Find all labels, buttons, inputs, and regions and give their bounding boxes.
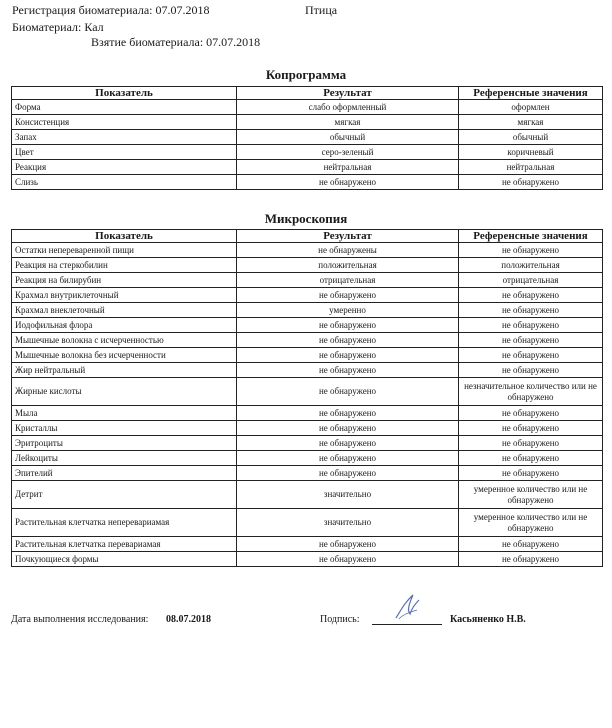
table-row [12,481,603,509]
result-cell: не обнаружено [237,363,459,378]
result-cell: серо-зеленый [237,145,459,160]
species: Птица [305,3,338,17]
result-cell: умеренно [237,303,459,318]
result-cell: значительно [237,509,459,537]
table-row [12,130,603,145]
reference-cell: не обнаружено [459,537,603,552]
table-row [12,145,603,160]
microscopy-table [11,229,603,567]
indicator-cell: Мышечные волокна без исчерченности [12,348,237,363]
indicator-cell: Иодофильная флора [12,318,237,333]
table-row [12,552,603,567]
indicator-cell: Цвет [12,145,237,160]
indicator-cell: Эпителий [12,466,237,481]
reference-cell: не обнаружено [459,406,603,421]
result-cell: обычный [237,130,459,145]
result-cell: не обнаружено [237,288,459,303]
result-cell: не обнаружены [237,243,459,258]
result-cell: положительная [237,258,459,273]
coprogram-title: Копрограмма [265,67,347,82]
indicator-cell: Детрит [12,481,237,509]
reference-cell: не обнаружено [459,436,603,451]
reference-cell: не обнаружено [459,318,603,333]
execution-date-label: Дата выполнения исследования: [11,614,149,625]
table-row [12,303,603,318]
column-header-reference: Референсные значения [459,230,603,243]
reference-cell: мягкая [459,115,603,130]
table-row [12,509,603,537]
signature-line [372,624,442,625]
table-row [12,243,603,258]
table-row [12,378,603,406]
indicator-cell: Растительная клетчатка неперевариамая [12,509,237,537]
result-cell: слабо оформленный [237,100,459,115]
table-row [12,348,603,363]
reference-cell: нейтральная [459,160,603,175]
column-header-reference: Референсные значения [459,87,603,100]
execution-date-value: 08.07.2018 [166,614,211,625]
table-header-row [12,230,603,243]
result-cell: отрицательная [237,273,459,288]
indicator-cell: Крахмал внутриклеточный [12,288,237,303]
result-cell: не обнаружено [237,466,459,481]
reference-cell: не обнаружено [459,363,603,378]
column-header-result: Результат [237,230,459,243]
table-row [12,100,603,115]
column-header-result: Результат [237,87,459,100]
indicator-cell: Реакция на стеркобилин [12,258,237,273]
result-cell: не обнаружено [237,333,459,348]
indicator-cell: Мыла [12,406,237,421]
indicator-cell: Реакция [12,160,237,175]
reference-cell: умеренное количество или не обнаружено [459,509,603,537]
handwritten-signature-icon [393,592,423,622]
registration-date: Регистрация биоматериала: 07.07.2018 [12,3,210,17]
result-cell: не обнаружено [237,451,459,466]
reference-cell: не обнаружено [459,303,603,318]
reference-cell: умеренное количество или не обнаружено [459,481,603,509]
result-cell: не обнаружено [237,421,459,436]
result-cell: не обнаружено [237,348,459,363]
indicator-cell: Остатки непереваренной пищи [12,243,237,258]
reference-cell: не обнаружено [459,451,603,466]
indicator-cell: Лейкоциты [12,451,237,466]
result-cell: значительно [237,481,459,509]
reference-cell: коричневый [459,145,603,160]
result-cell: нейтральная [237,160,459,175]
collection-date: Взятие биоматериала: 07.07.2018 [91,35,261,49]
reference-cell: не обнаружено [459,175,603,190]
result-cell: не обнаружено [237,406,459,421]
result-cell: мягкая [237,115,459,130]
result-cell: не обнаружено [237,378,459,406]
table-row [12,451,603,466]
indicator-cell: Почкующиеся формы [12,552,237,567]
indicator-cell: Крахмал внеклеточный [12,303,237,318]
reference-cell: не обнаружено [459,552,603,567]
reference-cell: отрицательная [459,273,603,288]
table-row [12,537,603,552]
table-row [12,318,603,333]
signature-label: Подпись: [320,614,360,625]
table-row [12,258,603,273]
indicator-cell: Форма [12,100,237,115]
reference-cell: положительная [459,258,603,273]
reference-cell: не обнаружено [459,288,603,303]
result-cell: не обнаружено [237,552,459,567]
reference-cell: не обнаружено [459,348,603,363]
reference-cell: оформлен [459,100,603,115]
table-row [12,288,603,303]
table-row [12,466,603,481]
biomaterial: Биоматериал: Кал [12,20,104,34]
column-header-indicator: Показатель [12,230,237,243]
coprogram-table [11,86,603,190]
reference-cell: не обнаружено [459,333,603,348]
table-row [12,421,603,436]
table-row [12,175,603,190]
result-cell: не обнаружено [237,436,459,451]
table-header-row [12,87,603,100]
indicator-cell: Растительная клетчатка перевариамая [12,537,237,552]
reference-cell: обычный [459,130,603,145]
table-row [12,160,603,175]
indicator-cell: Запах [12,130,237,145]
indicator-cell: Консистенция [12,115,237,130]
indicator-cell: Реакция на билирубин [12,273,237,288]
table-row [12,436,603,451]
signer-name: Касьяненко Н.В. [450,614,526,625]
indicator-cell: Жир нейтральный [12,363,237,378]
indicator-cell: Жирные кислоты [12,378,237,406]
indicator-cell: Кристаллы [12,421,237,436]
table-row [12,273,603,288]
column-header-indicator: Показатель [12,87,237,100]
indicator-cell: Эритроциты [12,436,237,451]
indicator-cell: Мышечные волокна с исчерченностью [12,333,237,348]
reference-cell: не обнаружено [459,243,603,258]
reference-cell: не обнаружено [459,466,603,481]
reference-cell: не обнаружено [459,421,603,436]
table-row [12,363,603,378]
reference-cell: незначительное количество или не обнаружено [459,378,603,406]
table-row [12,333,603,348]
microscopy-title: Микроскопия [264,211,348,226]
indicator-cell: Слизь [12,175,237,190]
table-row [12,406,603,421]
table-row [12,115,603,130]
result-cell: не обнаружено [237,318,459,333]
result-cell: не обнаружено [237,537,459,552]
result-cell: не обнаружено [237,175,459,190]
